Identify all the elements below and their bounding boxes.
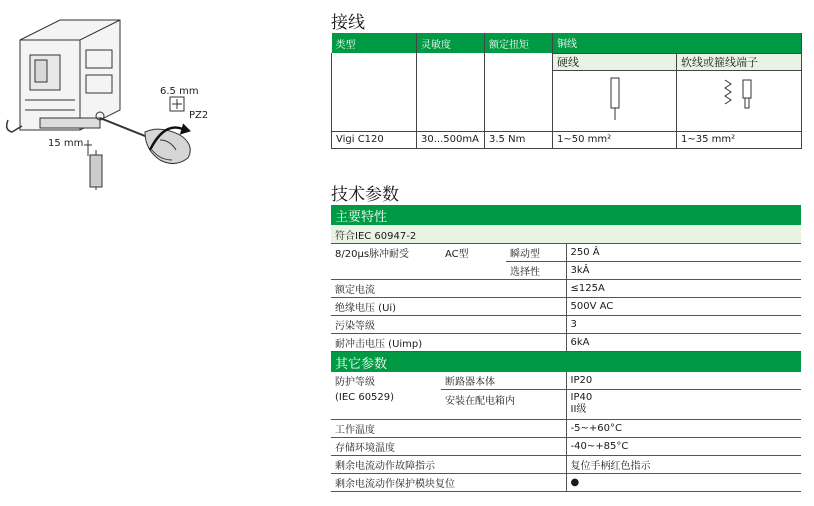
pollution-label: 污染等级 bbox=[331, 316, 566, 334]
flexible-section-value: 1~35 mm² bbox=[677, 131, 802, 148]
torque-value: 3.5 Nm bbox=[485, 131, 553, 148]
screwdriver-size-label: 6.5 mm bbox=[160, 86, 199, 97]
tech-title: 技术参数 bbox=[331, 185, 399, 205]
type-value: Vigi C120 bbox=[332, 131, 417, 148]
header-copper-wire: 铜线 bbox=[553, 33, 802, 53]
rigid-section-value: 1~50 mm² bbox=[553, 131, 677, 148]
fault-indication-value: 复位手柄红色指示 bbox=[566, 456, 801, 474]
header-type: 类型 bbox=[332, 33, 417, 53]
header-sensitivity: 灵敏度 bbox=[417, 33, 485, 53]
panel-label: 安装在配电箱内 bbox=[441, 390, 566, 420]
storage-temp-label: 存储环境温度 bbox=[331, 438, 566, 456]
protection-label: 防护等级 bbox=[335, 377, 375, 389]
uimp-label: 耐冲击电压 (Uimp) bbox=[331, 334, 566, 352]
module-reset-value: ● bbox=[566, 474, 801, 492]
standard-row: 符合IEC 60947-2 bbox=[331, 225, 801, 244]
selective-value: 3kÂ bbox=[566, 262, 801, 280]
insulation-value: 500V AC bbox=[566, 298, 801, 316]
strip-length-label: 15 mm bbox=[48, 138, 84, 149]
other-group-header: 其它参数 bbox=[331, 352, 801, 373]
panel-value-ip: IP40 bbox=[570, 392, 593, 403]
rated-current-label: 额定电流 bbox=[331, 280, 566, 298]
rated-current-value: ≤125A bbox=[566, 280, 801, 298]
module-reset-label: 剩余电流动作保护模块复位 bbox=[331, 474, 566, 492]
impulse-type: AC型 bbox=[445, 249, 469, 261]
subheader-rigid: 硬线 bbox=[553, 53, 677, 70]
circuit-breaker-drawing bbox=[0, 0, 320, 200]
header-torque: 额定扭矩 bbox=[485, 33, 553, 53]
work-temp-value: -5~+60°C bbox=[566, 420, 801, 438]
wiring-title: 接线 bbox=[331, 13, 365, 33]
uimp-value: 6kA bbox=[566, 334, 801, 352]
storage-temp-value: -40~+85°C bbox=[566, 438, 801, 456]
panel-value-class: II级 bbox=[570, 404, 587, 415]
insulation-label: 绝缘电压 (Ui) bbox=[331, 298, 566, 316]
tech-table bbox=[331, 205, 801, 492]
instant-value: 250 Â bbox=[566, 244, 801, 262]
main-group-header: 主要特性 bbox=[331, 205, 801, 225]
screw-type-label: PZ2 bbox=[189, 110, 209, 121]
body-value: IP20 bbox=[566, 372, 801, 390]
protection-std: (IEC 60529) bbox=[331, 390, 441, 420]
flexible-wire-icon bbox=[677, 70, 802, 131]
sensitivity-value: 30...500mA bbox=[417, 131, 485, 148]
wiring-table bbox=[331, 33, 802, 149]
body-label: 断路器本体 bbox=[441, 372, 566, 390]
product-illustration bbox=[0, 0, 320, 200]
selective-label: 选择性 bbox=[506, 262, 566, 280]
fault-indication-label: 剩余电流动作故障指示 bbox=[331, 456, 566, 474]
impulse-label: 8/20µs脉冲耐受 bbox=[335, 249, 410, 261]
pollution-value: 3 bbox=[566, 316, 801, 334]
rigid-wire-icon bbox=[553, 70, 677, 131]
work-temp-label: 工作温度 bbox=[331, 420, 566, 438]
subheader-flexible: 软线或箍线端子 bbox=[677, 53, 802, 70]
instant-label: 瞬动型 bbox=[506, 244, 566, 262]
